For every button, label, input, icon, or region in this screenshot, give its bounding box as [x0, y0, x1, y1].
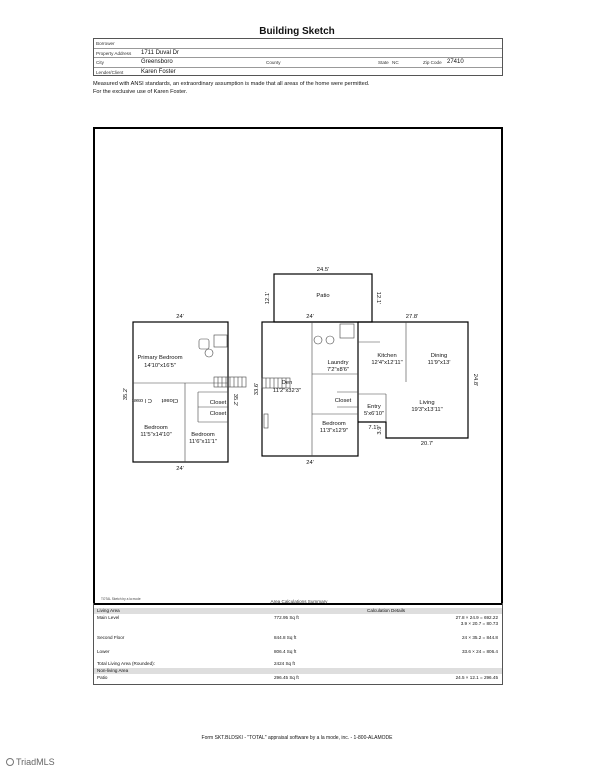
patio-top-dim: 24.5': [316, 267, 330, 273]
sketch-software-note: TOTAL Sketch by a la mode: [101, 597, 141, 601]
non-living-heading: Non-living Area: [97, 668, 129, 673]
den-size: 11'2"x32'3": [272, 388, 302, 394]
page-title: Building Sketch: [259, 26, 335, 37]
bedroom-1-size: 11'5"x14'10": [140, 432, 172, 438]
row-calc-1: 33.6 × 24 = 806.4: [461, 649, 498, 654]
row-label: Lower: [97, 649, 110, 654]
main-top-dim: 27.8': [405, 314, 419, 320]
city-row: [94, 58, 502, 68]
total-value: 2424 Sq ft: [274, 661, 295, 666]
entry-label: Entry: [367, 404, 381, 410]
lower-left-dim: 33.6': [254, 382, 260, 396]
washer-icon: [314, 336, 322, 344]
patio-left-dim: 12.1': [265, 291, 271, 305]
borrower-row: [94, 39, 502, 49]
notes: [93, 80, 369, 96]
row-calc-2: 3.9 × 20.7 = 80.73: [460, 621, 498, 626]
sketch-frame: [93, 127, 503, 605]
lender-value: Karen Foster: [141, 68, 176, 75]
form-footer: Form SKT.BLDSKI - "TOTAL" appraisal software by a la mode, inc. - 1-800-ALAMODE: [201, 735, 393, 741]
dining-size: 11'9"x13': [427, 360, 451, 366]
city-label: City: [96, 60, 104, 65]
patio-label: Patio: [316, 293, 330, 299]
lender-label: Lender/Client: [96, 69, 124, 75]
bedroom-2-size: 11'6"x11'1": [189, 439, 217, 445]
second-floor-right-dim: 35.2': [232, 393, 238, 407]
brand-watermark: [6, 757, 55, 767]
sink-icon: [205, 349, 213, 357]
row-area: 844.8 Sq ft: [274, 635, 297, 640]
patio-area: 296.45 Sq ft: [274, 675, 299, 680]
row-area: 772.95 Sq ft: [274, 615, 299, 620]
dryer-icon: [326, 336, 334, 344]
brand-logo-icon: [6, 758, 14, 766]
fireplace-icon: [264, 414, 268, 428]
primary-bedroom-label: Primary Bedroom: [137, 355, 183, 361]
summary-header-row: [94, 608, 502, 614]
county-label: County: [266, 60, 281, 65]
closet-a-label: Closet: [209, 400, 227, 406]
bedroom-1-label: Bedroom: [144, 425, 168, 431]
calc-details-heading: Calculation Details: [367, 608, 406, 613]
row-label: Main Level: [97, 615, 120, 620]
brand-name: TriadMLS: [16, 757, 55, 767]
lower-bedroom-size: 11'3"x12'9": [319, 428, 349, 434]
lender-row: [94, 68, 502, 78]
patio-right-dim: 12.1': [375, 291, 381, 305]
address-label: Property Address: [96, 50, 132, 56]
tub-icon: [214, 335, 227, 347]
main-level-outline: [358, 322, 468, 438]
main-bottom-dim: 20.7': [420, 441, 434, 447]
second-floor-top-dim: 24': [176, 314, 184, 320]
zip-value: 27410: [447, 59, 464, 65]
borrower-label: Borrower: [96, 41, 115, 46]
lower-top-dim: 24': [306, 314, 314, 320]
notch-width-dim: 7.1': [368, 425, 378, 431]
primary-bedroom-size: 14'10"x16'5": [144, 363, 176, 369]
patio-calc: 24.5 × 12.1 = 296.45: [455, 675, 498, 680]
closet-left-label: C l oset: [132, 397, 152, 403]
main-right-dim: 24.8': [472, 373, 478, 387]
lower-closet-label: Closet: [334, 398, 352, 404]
note-line-2: For the exclusive use of Karen Foster.: [93, 89, 188, 95]
city-value: Greensboro: [141, 59, 173, 65]
non-living-header-row: [94, 668, 502, 674]
patio-label: Patio: [97, 675, 108, 680]
row-calc-1: 24 × 35.2 = 844.8: [461, 635, 498, 640]
kitchen-label: Kitchen: [377, 353, 397, 359]
address-value: 1711 Duval Dr: [141, 49, 179, 56]
lower-bottom-dim: 24': [306, 460, 314, 466]
state-label: State: [378, 60, 389, 65]
den-label: Den: [281, 380, 293, 386]
notch-height-dim: 3.9': [377, 425, 383, 435]
laundry-label: Laundry: [327, 360, 349, 366]
note-line-1: Measured with ANSI standards, an extraordinary assumption is made that all areas of the home were permitted.: [93, 81, 370, 87]
second-floor-bottom-dim: 24': [176, 466, 184, 472]
kitchen-size: 12'4"x12'11": [371, 360, 403, 366]
living-area-heading: Living Area: [97, 608, 120, 613]
row-area: 806.4 Sq ft: [274, 649, 297, 654]
summary-title: Area Calculations Summary: [270, 599, 328, 604]
dining-label: Dining: [430, 353, 448, 359]
laundry-sink-icon: [340, 324, 354, 338]
living-size: 19'3"x13'11": [411, 407, 443, 413]
second-floor-left-dim: 35.2': [123, 387, 129, 401]
state-value: NC: [392, 60, 399, 65]
zip-label: Zip Code: [423, 60, 442, 65]
lower-bedroom-label: Bedroom: [322, 421, 346, 427]
floor-plan-sketch: [95, 129, 501, 603]
row-label: Second Floor: [97, 635, 125, 640]
row-calc-1: 27.8 × 24.9 = 692.22: [455, 615, 498, 620]
closet-mid-label: Closet: [161, 397, 179, 403]
closet-b-label: Closet: [209, 411, 227, 417]
entry-size: 5'x6'10": [363, 411, 385, 417]
bedroom-2-label: Bedroom: [191, 432, 215, 438]
laundry-size: 7'2"x8'6": [326, 367, 350, 373]
toilet-icon: [199, 339, 209, 349]
total-label: Total Living Area (Rounded):: [97, 661, 155, 666]
property-info-table: [93, 38, 503, 76]
living-label: Living: [419, 400, 435, 406]
address-row: [94, 49, 502, 59]
